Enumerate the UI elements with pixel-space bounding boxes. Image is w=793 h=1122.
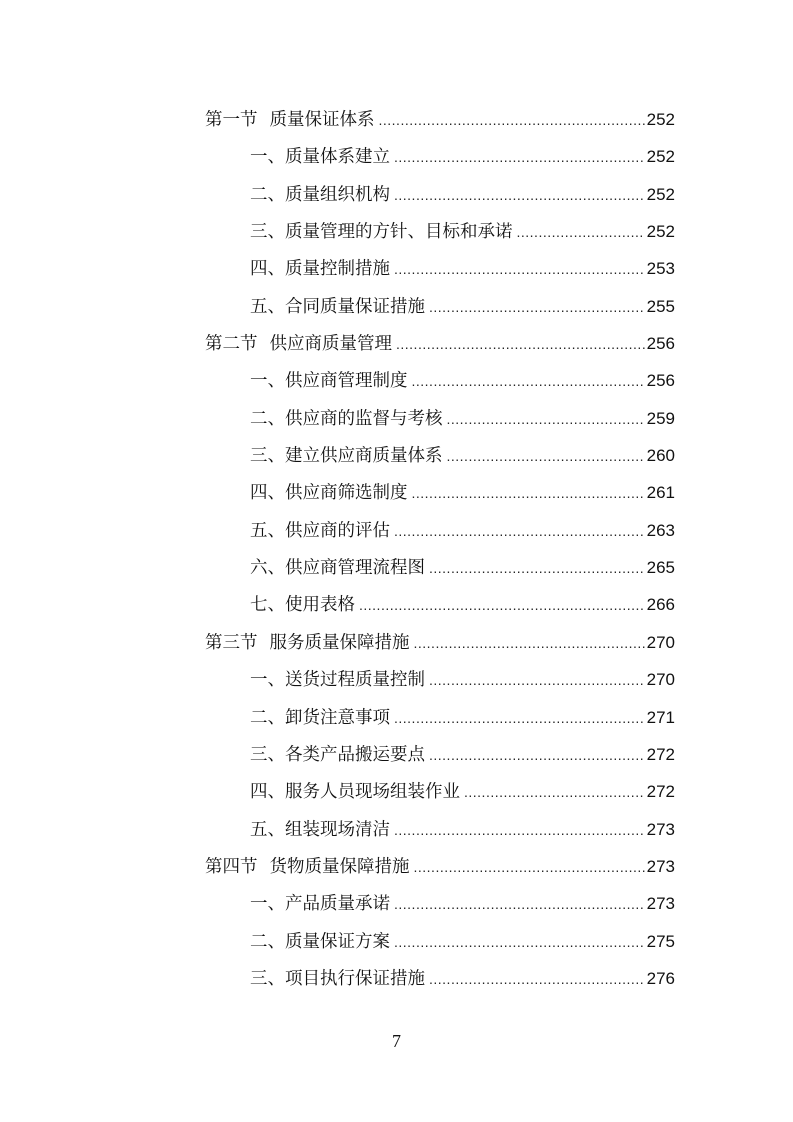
- toc-entry-title: 六、供应商管理流程图: [250, 558, 425, 579]
- toc-subsection-entry[interactable]: [205, 885, 675, 922]
- toc-subsection-entry[interactable]: [205, 736, 675, 773]
- toc-entry-title: 一、产品质量承诺: [250, 894, 390, 915]
- toc-dot-leader: [394, 924, 645, 961]
- toc-section-title: 质量保证体系: [269, 110, 375, 130]
- toc-dot-leader: [429, 737, 645, 774]
- toc-page-number: 270: [646, 632, 675, 652]
- toc-section-number: 第四节: [205, 856, 258, 877]
- toc-page-number: 253: [646, 259, 675, 279]
- toc-entry-title: [205, 849, 410, 886]
- toc-page-number: 252: [646, 222, 675, 242]
- toc-section-entry[interactable]: [205, 624, 675, 661]
- toc-dot-leader: [517, 214, 645, 251]
- toc-dot-leader: [429, 289, 645, 326]
- toc-dot-leader: [379, 102, 645, 139]
- toc-section-number: 第一节: [205, 110, 258, 130]
- toc-dot-leader: [447, 401, 645, 438]
- toc-page-number: 260: [646, 446, 675, 466]
- toc-page-number: 259: [646, 408, 675, 428]
- toc-page-number: 271: [646, 707, 675, 727]
- toc-section-entry[interactable]: [205, 325, 675, 362]
- toc-entry-title: 四、供应商筛选制度: [250, 483, 408, 504]
- toc-entry-title: 一、供应商管理制度: [250, 371, 408, 392]
- toc-page-number: 256: [646, 334, 675, 354]
- toc-subsection-entry[interactable]: [205, 960, 675, 997]
- toc-entry-title: 一、送货过程质量控制: [250, 670, 425, 691]
- table-of-contents: [205, 101, 675, 997]
- toc-subsection-entry[interactable]: [205, 699, 675, 736]
- toc-entry-title: 三、建立供应商质量体系: [250, 446, 443, 467]
- toc-dot-leader: [429, 550, 645, 587]
- toc-entry-title: 五、组装现场清洁: [250, 819, 390, 840]
- toc-dot-leader: [359, 587, 645, 624]
- toc-page-number: 273: [646, 819, 675, 839]
- toc-dot-leader: [394, 177, 645, 214]
- toc-section-title: 货物质量保障措施: [269, 856, 410, 877]
- toc-dot-leader: [394, 139, 645, 176]
- toc-subsection-entry[interactable]: [205, 923, 675, 960]
- toc-dot-leader: [414, 849, 645, 886]
- toc-subsection-entry[interactable]: [205, 437, 675, 474]
- toc-page-number: 266: [646, 595, 675, 615]
- toc-entry-title: [205, 326, 392, 363]
- toc-entry-title: 四、服务人员现场组装作业: [250, 782, 460, 803]
- toc-entry-title: 四、质量控制措施: [250, 259, 390, 280]
- toc-page-number: 263: [646, 520, 675, 540]
- toc-entry-title: 五、供应商的评估: [250, 520, 390, 541]
- toc-entry-title: 二、质量组织机构: [250, 184, 390, 205]
- toc-entry-title: [205, 102, 375, 139]
- toc-subsection-entry[interactable]: [205, 213, 675, 250]
- toc-entry-title: 三、项目执行保证措施: [250, 968, 425, 989]
- toc-page-number: 273: [646, 856, 675, 876]
- toc-dot-leader: [447, 438, 645, 475]
- toc-subsection-entry[interactable]: [205, 512, 675, 549]
- toc-dot-leader: [394, 700, 645, 737]
- toc-entry-title: 二、卸货注意事项: [250, 707, 390, 728]
- toc-subsection-entry[interactable]: [205, 549, 675, 586]
- toc-dot-leader: [412, 475, 645, 512]
- toc-dot-leader: [464, 774, 645, 811]
- toc-entry-title: 五、合同质量保证措施: [250, 296, 425, 317]
- toc-page-number: 255: [646, 296, 675, 316]
- toc-entry-title: 三、质量管理的方针、目标和承诺: [250, 222, 513, 243]
- toc-section-title: 服务质量保障措施: [269, 632, 410, 653]
- toc-dot-leader: [412, 363, 645, 400]
- toc-subsection-entry[interactable]: [205, 288, 675, 325]
- toc-dot-leader: [394, 812, 645, 849]
- toc-subsection-entry[interactable]: [205, 474, 675, 511]
- toc-subsection-entry[interactable]: [205, 250, 675, 287]
- toc-dot-leader: [396, 326, 645, 363]
- toc-page-number: 276: [646, 968, 675, 988]
- toc-page-number: 270: [646, 670, 675, 690]
- toc-dot-leader: [394, 513, 645, 550]
- toc-page-number: 261: [646, 483, 675, 503]
- toc-subsection-entry[interactable]: [205, 138, 675, 175]
- toc-section-entry[interactable]: [205, 101, 675, 138]
- toc-dot-leader: [414, 625, 645, 662]
- toc-entry-title: 一、质量体系建立: [250, 147, 390, 168]
- toc-entry-title: 七、使用表格: [250, 595, 355, 616]
- toc-section-entry[interactable]: [205, 848, 675, 885]
- toc-dot-leader: [429, 961, 645, 998]
- toc-entry-title: 二、供应商的监督与考核: [250, 408, 443, 429]
- toc-page-number: 272: [646, 744, 675, 764]
- toc-section-number: 第三节: [205, 632, 258, 653]
- toc-dot-leader: [394, 886, 645, 923]
- toc-entry-title: 二、质量保证方案: [250, 931, 390, 952]
- toc-entry-title: 三、各类产品搬运要点: [250, 744, 425, 765]
- toc-page-number: 252: [646, 110, 675, 129]
- toc-page-number: 256: [646, 371, 675, 391]
- toc-page-number: 252: [646, 184, 675, 204]
- toc-subsection-entry[interactable]: [205, 176, 675, 213]
- toc-subsection-entry[interactable]: [205, 811, 675, 848]
- toc-subsection-entry[interactable]: [205, 362, 675, 399]
- toc-page-number: 275: [646, 931, 675, 951]
- page-number: 7: [392, 1031, 401, 1051]
- toc-page-number: 265: [646, 558, 675, 578]
- toc-section-title: 供应商质量管理: [269, 334, 392, 355]
- toc-page-number: 273: [646, 894, 675, 914]
- toc-subsection-entry[interactable]: [205, 661, 675, 698]
- toc-page-number: 272: [646, 782, 675, 802]
- toc-subsection-entry[interactable]: [205, 773, 675, 810]
- toc-entry-title: [205, 625, 410, 662]
- toc-subsection-entry[interactable]: [205, 400, 675, 437]
- toc-dot-leader: [394, 251, 645, 288]
- toc-dot-leader: [429, 662, 645, 699]
- toc-subsection-entry[interactable]: [205, 586, 675, 623]
- toc-page-number: 252: [646, 147, 675, 167]
- toc-section-number: 第二节: [205, 334, 258, 355]
